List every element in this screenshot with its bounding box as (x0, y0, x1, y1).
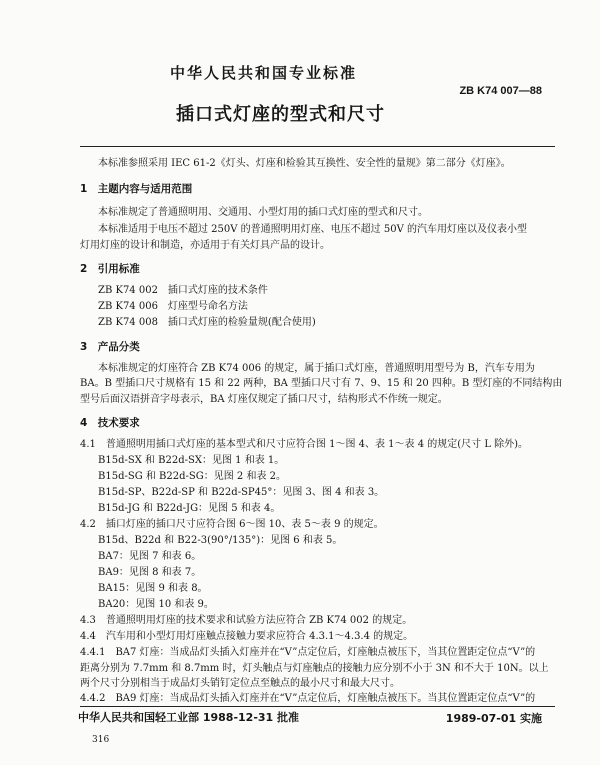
title-divider (80, 146, 555, 147)
clause-4-2-item: BA20：见图 10 和表 9。 (98, 599, 214, 610)
clause-4-1-item: B15d-SP、B22d-SP 和 B22d-SP45°：见图 3、图 4 和表 3。 (98, 487, 385, 498)
section-1-heading: 1 主题内容与适用范围 (80, 183, 193, 195)
clause-4-2-item: BA9：见图 8 和表 7。 (98, 567, 202, 578)
section-3-line-3: 型号后面汉语拼音字母表示，BA 灯座仅规定了插口尺寸，结构形式不作统一规定。 (80, 394, 448, 405)
standard-number: ZB K74 007—88 (459, 85, 542, 97)
clause-4-4-2-line-1: 4.4.2 BA9 灯座：当成品灯头插入灯座并在“V”点定位后，灯座触点被压下。当其位置距定位点“V”的 (80, 693, 536, 704)
clause-4-2-item: B15d、B22d 和 B22-3(90°/135°)：见图 6 和表 5。 (98, 535, 343, 546)
reference-standard: ZB K74 002 插口式灯座的技术条件 (98, 285, 268, 296)
section-3-heading: 3 产品分类 (80, 341, 140, 353)
footer-issuer: 中华人民共和国轻工业部 1988-12-31 批准 (78, 711, 300, 724)
page-number: 316 (92, 735, 110, 745)
section-3-line-1: 本标准规定的灯座符合 ZB K74 006 的规定，属于插口式灯座，普通照明用型号为 B，汽车专用为 (98, 363, 535, 374)
clause-4-4-1-line-1: 4.4.1 BA7 灯座：当成品灯头插入灯座并在“V”点定位后，灯座触点被压下，当其位置距定位点“V”的 (80, 647, 536, 658)
reference-standard: ZB K74 006 灯座型号命名方法 (98, 301, 248, 312)
section-1-paragraph-1: 本标准规定了普通照明用、交通用、小型灯用的插口式灯座的型式和尺寸。 (98, 207, 428, 218)
document-title: 插口式灯座的型式和尺寸 (176, 104, 385, 125)
footer-effective-date: 1989-07-01 实施 (445, 712, 542, 725)
clause-4-1-item: B15d-JG 和 B22d-JG：见图 5 和表 4。 (98, 503, 281, 514)
clause-4-2-item: BA15：见图 9 和表 8。 (98, 583, 208, 594)
section-4-heading: 4 技术要求 (80, 417, 140, 429)
standard-type-header: 中华人民共和国专业标准 (170, 64, 358, 82)
clause-4-1-item: B15d-SX 和 B22d-SX：见图 1 和表 1。 (98, 455, 285, 466)
section-1-paragraph-2-line-2: 灯用灯座的设计和制造，亦适用于有关灯具产品的设计。 (80, 240, 330, 251)
clause-4-2: 4.2 插口灯座的插口尺寸应符合图 6～图 10、表 5～表 9 的规定。 (80, 519, 384, 530)
clause-4-4-1-line-3: 两个尺寸分别相当于成品灯头销钉定位点至触点的最小尺寸和最大尺寸。 (80, 678, 400, 689)
clause-4-1: 4.1 普通照明用插口式灯座的基本型式和尺寸应符合图 1～图 4、表 1～表 4 的规定(尺寸 L 除外)。 (80, 439, 529, 450)
section-2-heading: 2 引用标准 (80, 263, 140, 275)
reference-standard: ZB K74 008 插口式灯座的检验量规(配合使用) (98, 317, 316, 328)
clause-4-2-item: BA7：见图 7 和表 6。 (98, 551, 202, 562)
clause-4-4-1-line-2: 距离分别为 7.7mm 和 8.7mm 时，灯头触点与灯座触点的接触力应分别不小于 3N 和不大于 10N。以上 (80, 663, 549, 674)
section-3-line-2: BA。B 型插口尺寸规格有 15 和 22 两种，BA 型插口尺寸有 7、9、15 和 20 四种。B 型灯座的不同结构由 (80, 378, 563, 389)
footer-divider (80, 706, 555, 707)
clause-4-3: 4.3 普通照明用灯座的技术要求和试验方法应符合 ZB K74 002 的规定。 (80, 615, 413, 626)
intro-paragraph: 本标准参照采用 IEC 61-2《灯头、灯座和检验其互换性、安全性的量规》第二部分《灯座》。 (98, 158, 511, 169)
clause-4-1-item: B15d-SG 和 B22d-SG：见图 2 和表 2。 (98, 471, 287, 482)
section-1-paragraph-2-line-1: 本标准适用于电压不超过 250V 的普通照明用灯座、电压不超过 50V 的汽车用灯座以及仪表小型 (98, 224, 527, 235)
clause-4-4: 4.4 汽车用和小型灯用灯座触点接触力要求应符合 4.3.1～4.3.4 的规定。 (80, 631, 414, 642)
